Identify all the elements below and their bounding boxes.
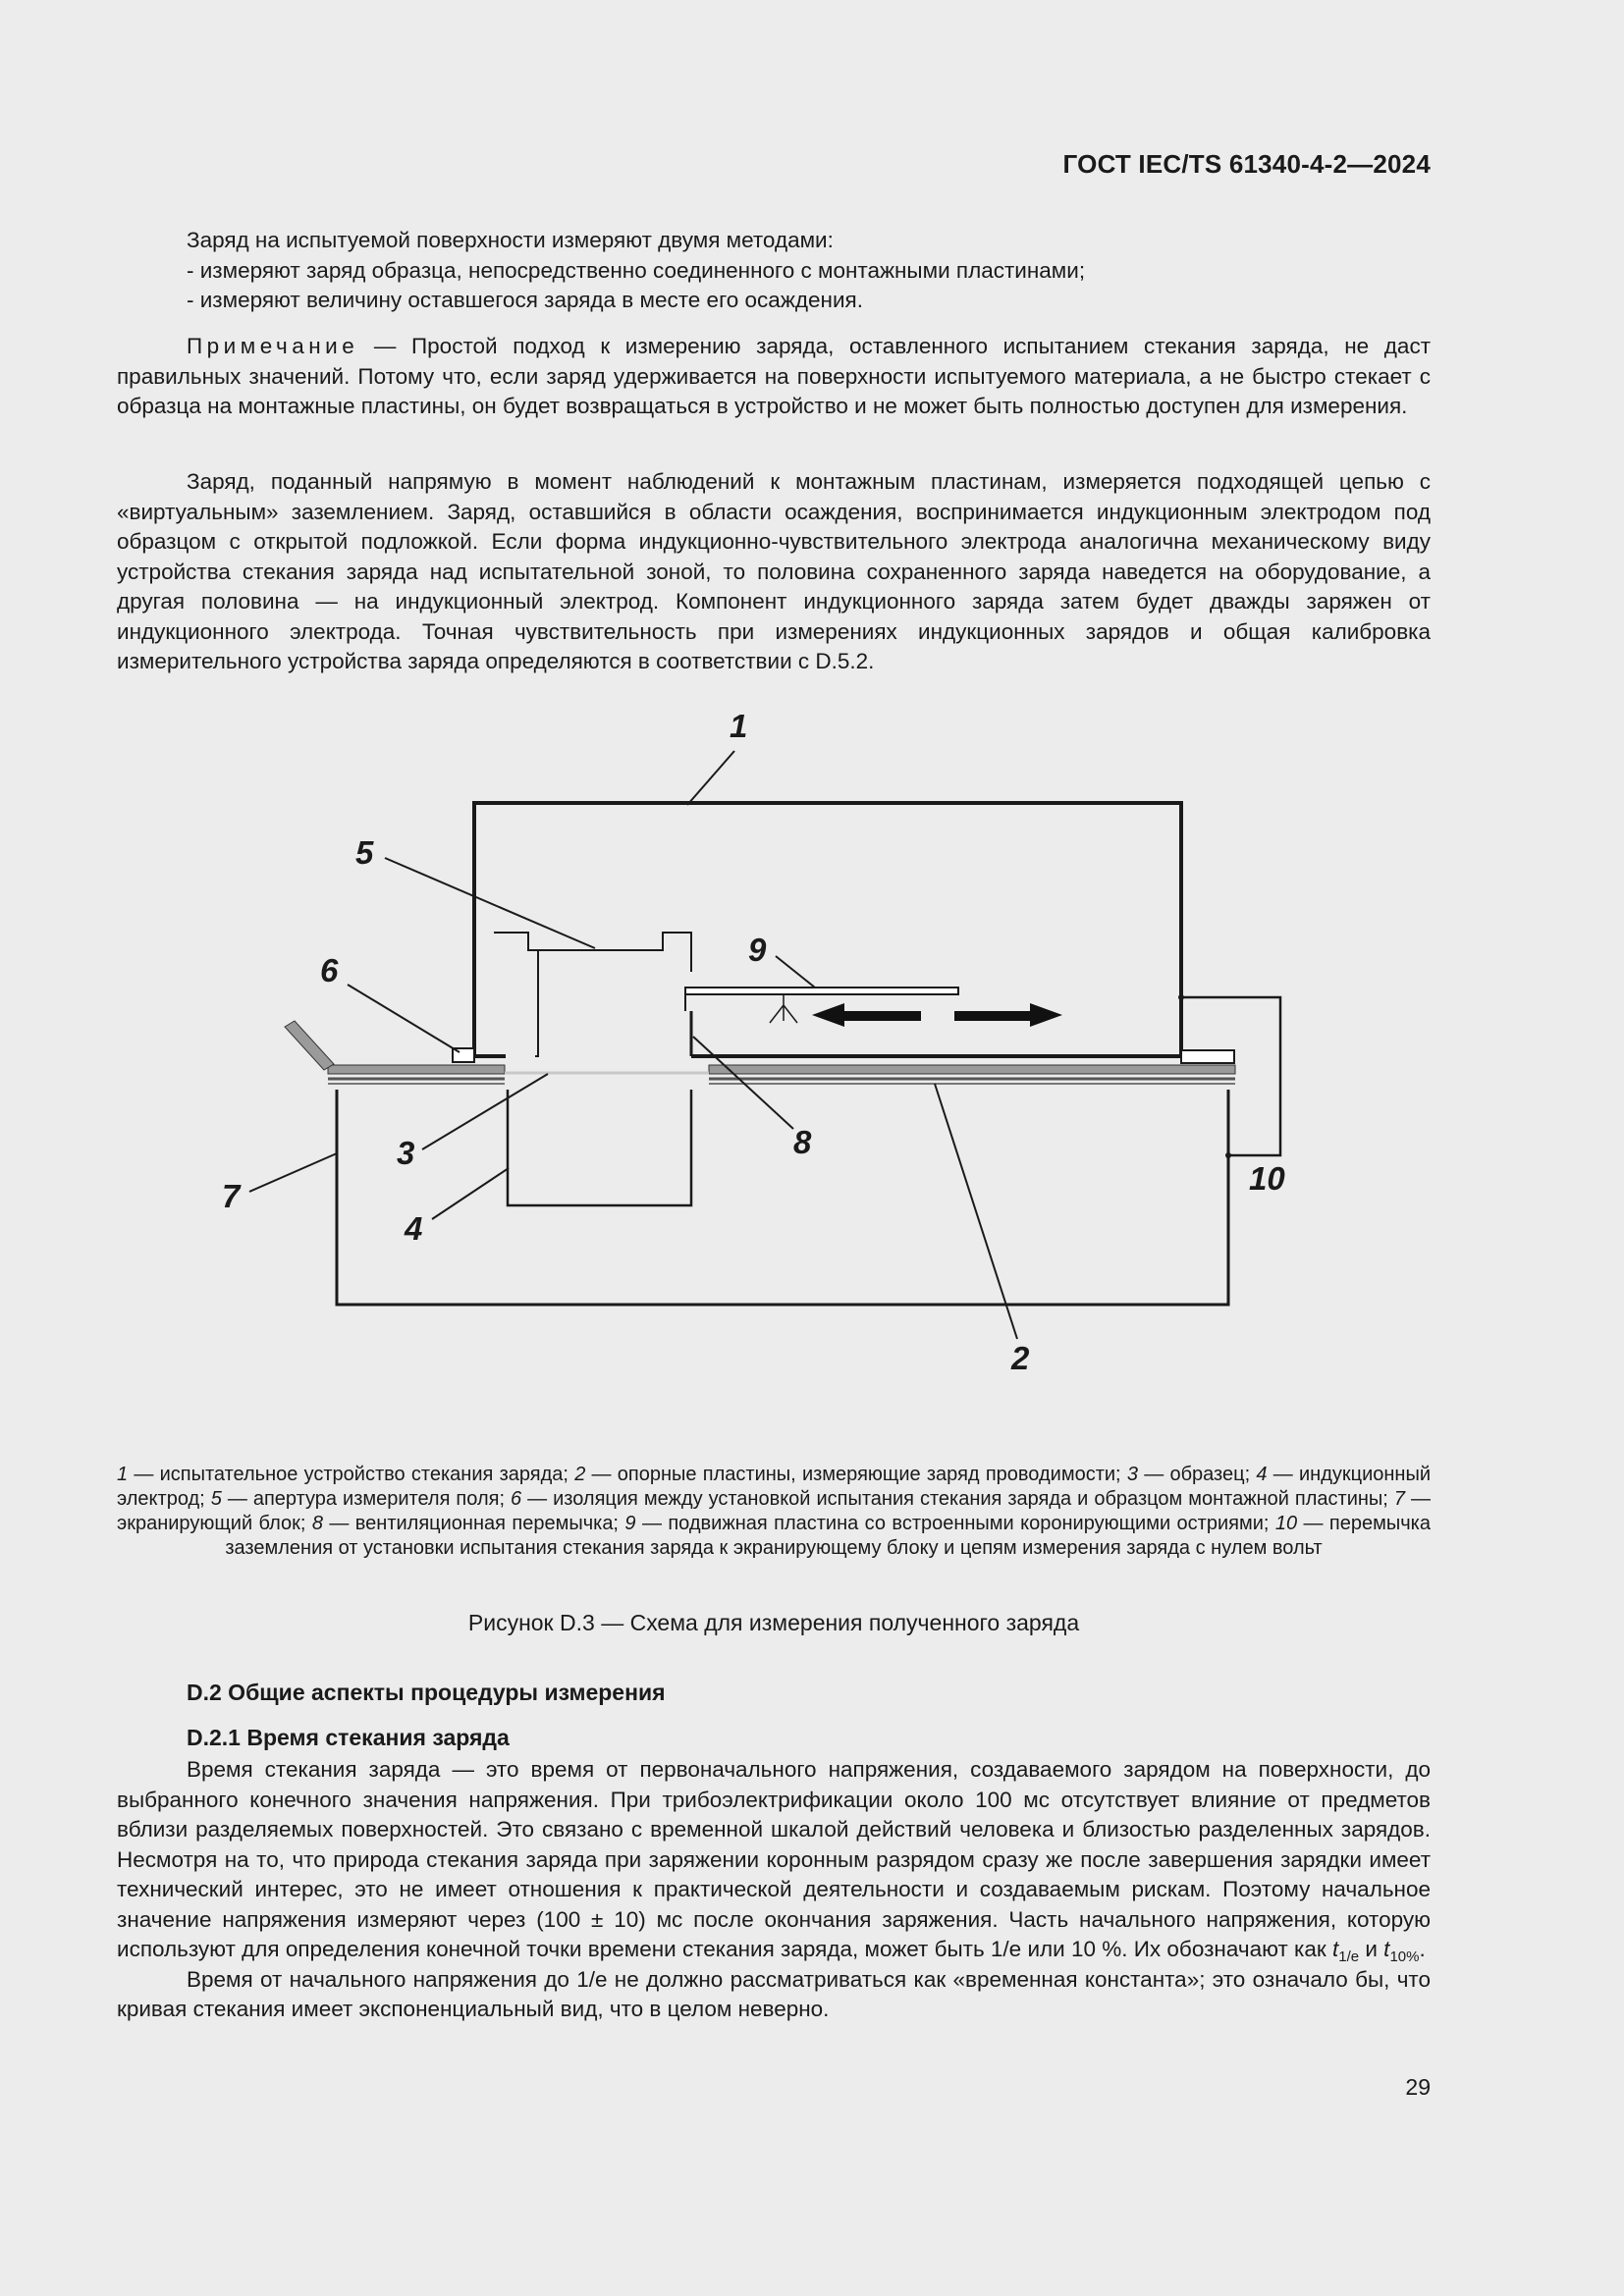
legend-text-2: — опорные пластины, измеряющие заряд проводимости; bbox=[585, 1464, 1127, 1485]
figure-legend bbox=[117, 1463, 1431, 1561]
label-3: 3 bbox=[397, 1135, 415, 1171]
legend-num-1: 1 bbox=[117, 1464, 129, 1485]
intro-block bbox=[117, 226, 1431, 316]
arrow-left bbox=[812, 1003, 921, 1027]
legend-text-6: — изоляция между установкой испытания стекания заряда и образцом монтажной пластины; bbox=[521, 1488, 1394, 1510]
note-label: Примечание bbox=[187, 334, 359, 358]
ground-strap bbox=[1181, 997, 1280, 1155]
t-symbol-2: t bbox=[1383, 1937, 1390, 1961]
insulation-right bbox=[1181, 1050, 1234, 1063]
legend-text-5: — апертура измерителя поля; bbox=[221, 1488, 511, 1510]
sentence-end: . bbox=[1419, 1937, 1426, 1961]
label-9: 9 bbox=[748, 932, 767, 968]
section-p1-text: Время стекания заряда — это время от первоначального напряжения, создаваемого зарядом на поверхности, до выбранного конечного значения напряжения. При трибоэлектрификации около 100 мс отсутствует влияние от предметов вблизи разделяемых поверхностей. Это связано с временной шкалой действий человека и близостью разделенных зарядов. Несмотря на то, что природа стекания заряда при заряжении коронным разрядом сразу же после завершения зарядки имеет технический интерес, это не имеет отношения к практической деятельности и создаваемым рискам. Поэтому начальное значение напряжения измеряют через (100 ± 10) мс после окончания заряжения. Часть начального напряжения, которую используют для определения конечной точки времени стекания заряда, может быть 1/е или 10 %. Их обозначают как bbox=[117, 1757, 1431, 1961]
section-body bbox=[117, 1755, 1431, 2025]
legend-text-3: — образец; bbox=[1137, 1464, 1257, 1485]
arrow-right bbox=[954, 1003, 1062, 1027]
shielding-block bbox=[337, 1090, 1228, 1305]
legend-text-4: — индукционный электрод; bbox=[117, 1464, 1432, 1510]
legend-text-10: — перемычка заземления от установки испытания стекания заряда к экранирующему блоку и цепям измерения заряда с нулем вольт bbox=[225, 1513, 1431, 1559]
legend-num-2: 2 bbox=[574, 1464, 586, 1485]
label-8: 8 bbox=[793, 1124, 812, 1160]
induction-electrode bbox=[508, 1090, 691, 1205]
figure-caption: Рисунок D.3 — Схема для измерения полученного заряда bbox=[467, 1610, 1080, 1635]
intro-item-2: - измеряют величину оставшегося заряда в месте его осаждения. bbox=[187, 288, 863, 312]
label-1: 1 bbox=[730, 708, 748, 744]
document-code: ГОСТ IEC/TS 61340-4-2—2024 bbox=[1062, 149, 1431, 179]
legend-text-8: — вентиляционная перемычка; bbox=[322, 1513, 625, 1534]
page-number: 29 bbox=[1405, 2074, 1431, 2100]
support-plate-left bbox=[328, 1065, 505, 1074]
intro-lead: Заряд на испытуемой поверхности измеряют двумя методами: bbox=[187, 228, 834, 252]
t-symbol-1: t bbox=[1331, 1937, 1339, 1961]
and-text: и bbox=[1359, 1937, 1384, 1961]
section-paragraph-1 bbox=[117, 1755, 1431, 1965]
paragraph-2: Заряд, поданный напрямую в момент наблюдений к монтажным пластинам, измеряется подходящей цепью с «виртуальным» заземлением. Заряд, оставшийся в области осаждения, воспринимается индукционным электродом под образцом с открытой подложкой. Если форма индукционно-чувствительного электрода аналогична механическому виду устройства стекания заряда над испытательной зоной, то половина сохраненного заряда наведется на оборудование, а другая половина — на индукционный электрод. Компонент индукционного заряда затем будет дважды заряжен от индукционного электрода. Точная чувствительность при измерениях индукционных зарядов и общая калибровка измерительного устройства заряда определяются в соответствии с D.5.2. bbox=[117, 469, 1431, 673]
subsection-heading: D.2.1 Время стекания заряда bbox=[187, 1725, 510, 1750]
figure-d3-diagram bbox=[0, 687, 1624, 1394]
label-2: 2 bbox=[1011, 1340, 1030, 1376]
label-4: 4 bbox=[405, 1210, 423, 1247]
legend-num-4: 4 bbox=[1256, 1464, 1268, 1485]
moving-plate bbox=[685, 988, 958, 994]
subscript-1e: 1/е bbox=[1338, 1949, 1360, 1965]
legend-num-10: 10 bbox=[1274, 1513, 1298, 1534]
legend-num-7: 7 bbox=[1393, 1488, 1405, 1510]
legend-num-3: 3 bbox=[1126, 1464, 1138, 1485]
legend-text-1: — испытательное устройство стекания заряда; bbox=[128, 1464, 575, 1485]
legend-num-5: 5 bbox=[210, 1488, 222, 1510]
section-heading: D.2 Общие аспекты процедуры измерения bbox=[187, 1680, 666, 1705]
support-plate-right bbox=[709, 1065, 1235, 1074]
legend-text-9: — подвижная пластина со встроенными коронирующими остриями; bbox=[635, 1513, 1275, 1534]
legend-num-9: 9 bbox=[624, 1513, 636, 1534]
label-5: 5 bbox=[355, 834, 374, 871]
note-paragraph bbox=[117, 332, 1431, 422]
subscript-10pct: 10% bbox=[1389, 1949, 1420, 1965]
label-10: 10 bbox=[1249, 1160, 1285, 1197]
legend-num-8: 8 bbox=[311, 1513, 323, 1534]
intro-item-1: - измеряют заряд образца, непосредственно соединенного с монтажными пластинами; bbox=[187, 257, 1086, 283]
legend-text-7: — экранирующий блок; bbox=[117, 1488, 1431, 1534]
section-paragraph-2: Время от начального напряжения до 1/е не должно рассматриваться как «временная константа»; это означало бы, что кривая стекания имеет экспоненциальный вид, что в целом неверно. bbox=[117, 1966, 1431, 2021]
label-7: 7 bbox=[222, 1178, 241, 1214]
note-text: — Простой подход к измерению заряда, оставленного испытанием стекания заряда, не даст правильных значений. Потому что, если заряд удерживается на поверхности испытуемого материала, а не быстро стекает с образца на монтажные пластины, он будет возвращаться в устройство и не может быть полностью доступен для измерения. bbox=[117, 334, 1431, 418]
label-6: 6 bbox=[320, 952, 339, 988]
legend-num-6: 6 bbox=[511, 1488, 522, 1510]
